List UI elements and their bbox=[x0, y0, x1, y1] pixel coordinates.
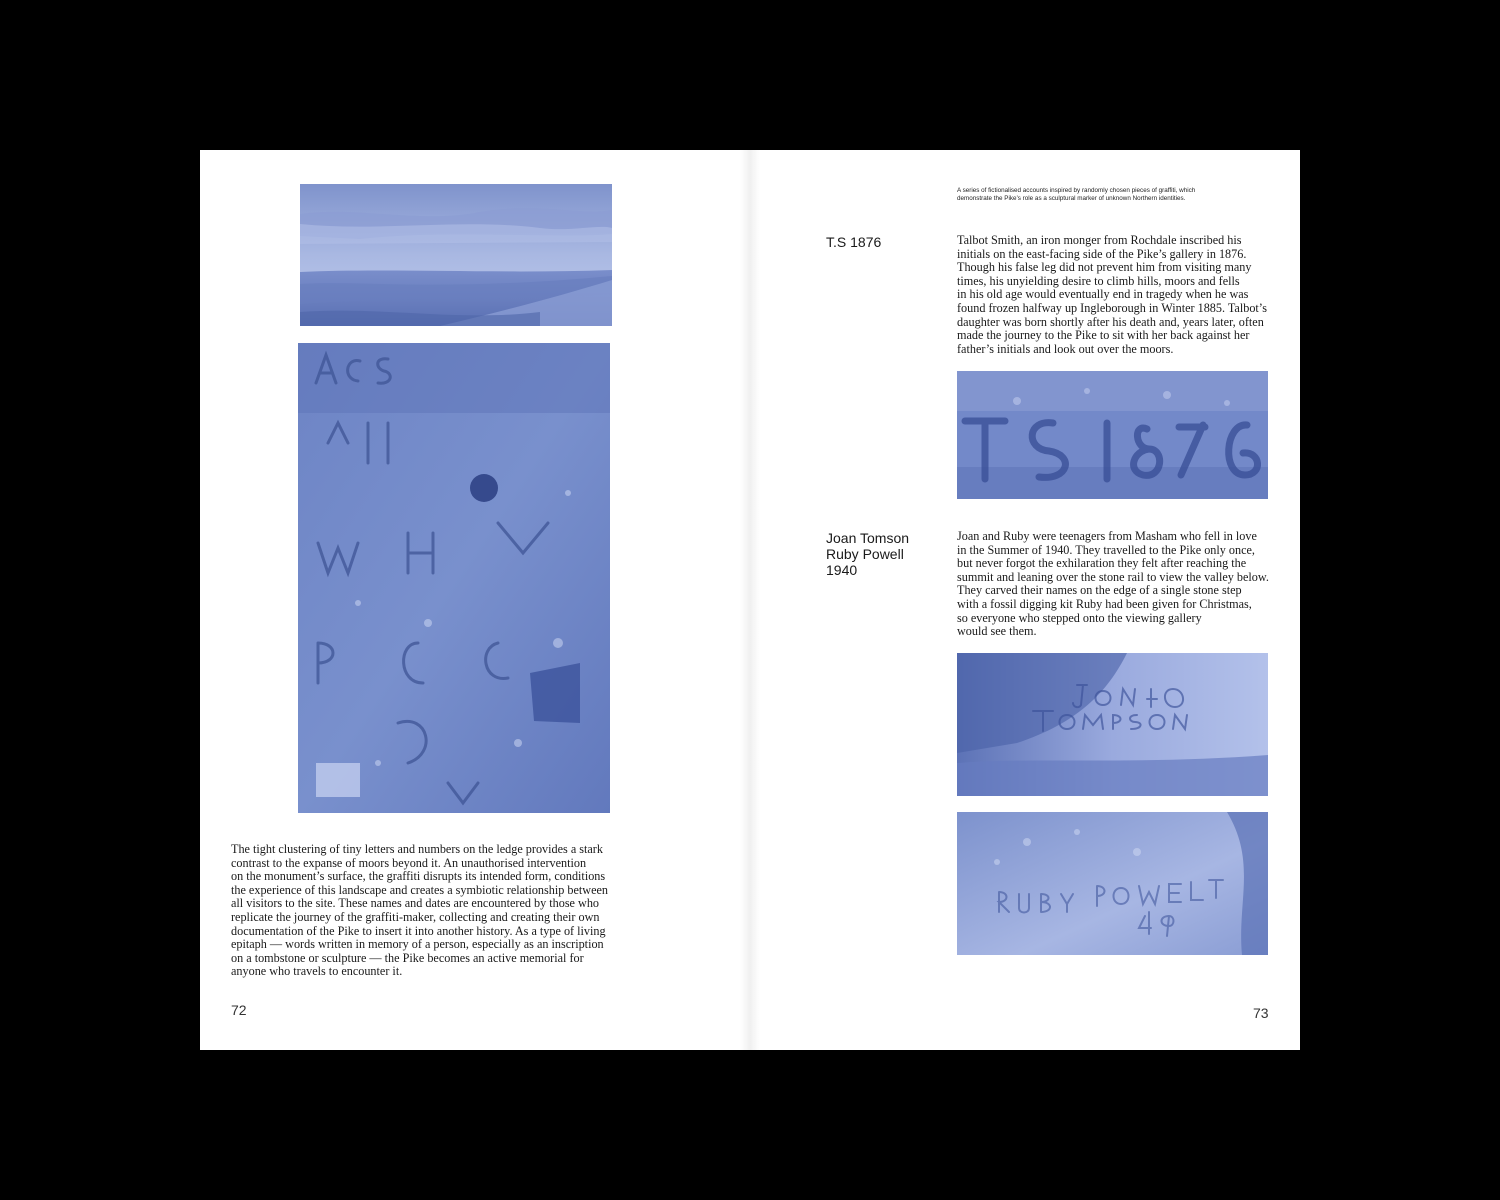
left-paragraph bbox=[231, 843, 608, 979]
entry-text-line: made the journey to the Pike to sit with her back against her bbox=[957, 328, 1250, 343]
entry-label-joan-ruby bbox=[826, 530, 909, 578]
entry-text-line: in his old age would eventually end in tragedy when he was bbox=[957, 287, 1249, 302]
page-number-right: 73 bbox=[1253, 1005, 1269, 1021]
paragraph-line: documentation of the Pike to insert it into another history. As a type of living bbox=[231, 923, 606, 938]
entry-text-line: so everyone who stepped onto the viewing gallery bbox=[957, 610, 1202, 625]
page-number-left: 72 bbox=[231, 1002, 247, 1018]
entry-text-line: found frozen halfway up Ingleborough in Winter 1885. Talbot’s bbox=[957, 300, 1267, 315]
section-caption bbox=[957, 187, 1195, 203]
graffiti-stone-photo bbox=[298, 343, 610, 813]
paragraph-line: all visitors to the site. These names and dates are encountered by those who bbox=[231, 896, 600, 911]
joan-tompson-carving-photo bbox=[957, 653, 1268, 796]
entry-text-line: They carved their names on the edge of a single stone step bbox=[957, 583, 1242, 598]
moorland-photo bbox=[300, 184, 612, 326]
entry-text-joan-ruby bbox=[957, 530, 1269, 639]
entry-text-line: daughter was born shortly after his death and, years later, often bbox=[957, 314, 1264, 329]
caption-line: demonstrate the Pike’s role as a sculptural marker of unknown Northern identities. bbox=[957, 195, 1186, 202]
paragraph-line: on the monument’s surface, the graffiti disrupts its intended form, conditions bbox=[231, 869, 606, 884]
paragraph-line: on a tombstone or sculpture — the Pike becomes an active memorial for bbox=[231, 950, 584, 965]
entry-label-line: 1940 bbox=[826, 562, 858, 578]
entry-text-line: would see them. bbox=[957, 624, 1037, 639]
entry-label-ts-1876 bbox=[826, 234, 881, 250]
entry-text-line: with a fossil digging kit Ruby had been given for Christmas, bbox=[957, 596, 1252, 611]
entry-text-line: summit and leaning over the stone rail to view the valley below. bbox=[957, 569, 1269, 584]
entry-label-line: Joan Tomson bbox=[826, 530, 910, 546]
entry-label-line: T.S 1876 bbox=[826, 234, 882, 250]
entry-label-line: Ruby Powell bbox=[826, 546, 904, 562]
book-spread bbox=[200, 150, 1300, 1050]
right-page bbox=[750, 150, 1300, 1050]
caption-line: A series of fictionalised accounts inspired by randomly chosen pieces of graffiti, which bbox=[957, 187, 1196, 194]
paragraph-line: epitaph — words written in memory of a person, especially as an inscription bbox=[231, 937, 604, 952]
paragraph-line: anyone who travels to encounter it. bbox=[231, 964, 403, 979]
paragraph-line: The tight clustering of tiny letters and numbers on the ledge provides a stark bbox=[231, 842, 603, 856]
entry-text-line: times, his unyielding desire to climb hills, moors and fells bbox=[957, 273, 1240, 288]
entry-text-line: but never forgot the exhilaration they felt after reaching the bbox=[957, 556, 1247, 571]
entry-text-line: in the Summer of 1940. They travelled to the Pike only once, bbox=[957, 542, 1255, 557]
entry-text-line: father’s initials and look out over the moors. bbox=[957, 341, 1174, 356]
entry-text-ts-1876 bbox=[957, 234, 1267, 356]
paragraph-line: replicate the journey of the graffiti-maker, collecting and creating their own bbox=[231, 909, 600, 924]
entry-text-line: Though his false leg did not prevent him from visiting many bbox=[957, 260, 1252, 275]
entry-text-line: initials on the east-facing side of the Pike’s gallery in 1876. bbox=[957, 246, 1247, 261]
ts-1876-carving-photo bbox=[957, 371, 1268, 499]
entry-text-line: Talbot Smith, an iron monger from Rochdale inscribed his bbox=[957, 233, 1242, 247]
paragraph-line: contrast to the expanse of moors beyond it. An unauthorised intervention bbox=[231, 855, 587, 870]
ruby-powell-carving-photo bbox=[957, 812, 1268, 955]
left-page bbox=[200, 150, 750, 1050]
entry-text-line: Joan and Ruby were teenagers from Masham who fell in love bbox=[957, 529, 1257, 543]
paragraph-line: the experience of this landscape and creates a symbiotic relationship between bbox=[231, 882, 608, 897]
